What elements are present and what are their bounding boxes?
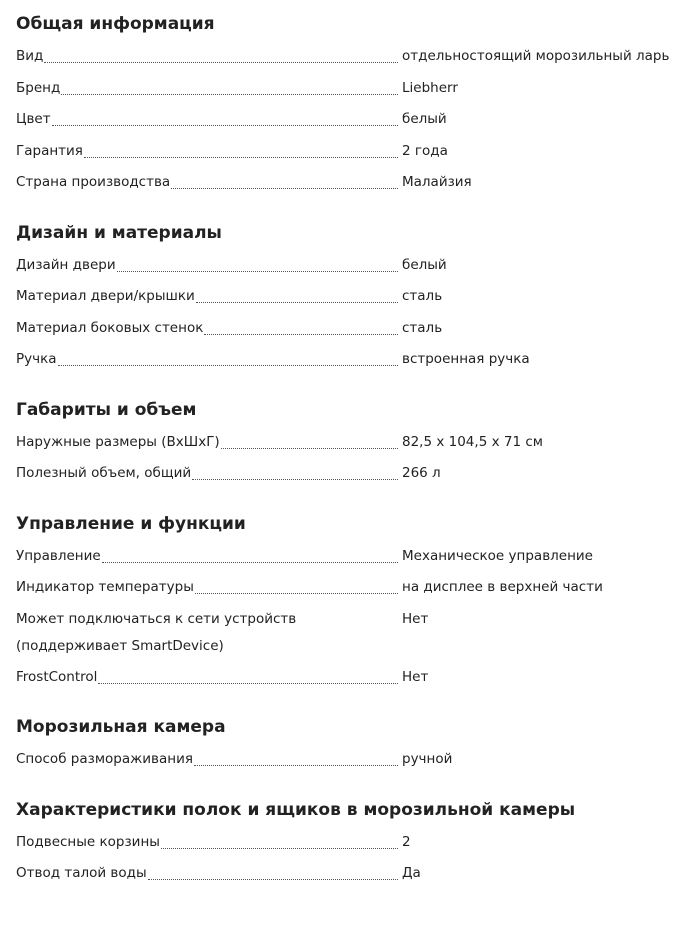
dotted-leader bbox=[204, 334, 398, 335]
dotted-leader bbox=[221, 448, 398, 449]
spec-value: 82,5 x 104,5 x 71 см bbox=[402, 433, 543, 450]
spec-value: встроенная ручка bbox=[402, 351, 530, 367]
dotted-leader bbox=[161, 848, 398, 849]
spec-label: Материал двери/крышки bbox=[16, 288, 195, 304]
spec-row bbox=[16, 460, 681, 492]
spec-label: Материал боковых стенок bbox=[16, 319, 204, 336]
dotted-leader bbox=[171, 188, 398, 189]
spec-value: на дисплее в верхней части bbox=[402, 579, 603, 595]
spec-value: белый bbox=[402, 111, 447, 127]
section-title: Управление и функции bbox=[16, 513, 246, 534]
section-title: Морозильная камера bbox=[16, 717, 226, 737]
spec-value: сталь bbox=[402, 319, 443, 336]
section-dimensions-volume bbox=[16, 396, 681, 492]
spec-label: Отвод талой воды bbox=[16, 865, 147, 881]
spec-row bbox=[16, 169, 681, 201]
spec-value: ручной bbox=[402, 751, 453, 767]
spec-row bbox=[16, 43, 681, 75]
section-shelves-drawers bbox=[16, 796, 681, 892]
spec-label: Цвет bbox=[16, 111, 51, 127]
spec-value: Механическое управление bbox=[402, 547, 593, 564]
dotted-leader bbox=[194, 765, 398, 766]
spec-row bbox=[16, 106, 681, 138]
dotted-leader bbox=[196, 302, 398, 303]
spec-label: Способ размораживания bbox=[16, 751, 194, 767]
spec-label: Подвесные корзины bbox=[16, 833, 160, 850]
dotted-leader bbox=[192, 479, 398, 480]
section-title: Характеристики полок и ящиков в морозильной камеры bbox=[16, 799, 576, 820]
spec-value: Нет bbox=[402, 610, 429, 627]
spec-value: Liebherr bbox=[402, 79, 458, 96]
spec-label: Может подключаться к сети устройств bbox=[16, 610, 297, 627]
spec-label: Полезный объем, общий bbox=[16, 465, 192, 481]
dotted-leader bbox=[102, 562, 398, 563]
spec-row bbox=[16, 346, 681, 378]
dotted-leader bbox=[58, 365, 398, 366]
spec-value: отдельностоящий морозильный ларь bbox=[402, 48, 670, 64]
spec-value: Нет bbox=[402, 668, 429, 685]
spec-label: FrostControl bbox=[16, 668, 98, 685]
section-title: Дизайн и материалы bbox=[16, 222, 222, 243]
spec-value: 266 л bbox=[402, 465, 441, 481]
spec-label-continued: (поддерживает SmartDevice) bbox=[16, 637, 224, 654]
spec-value: сталь bbox=[402, 288, 443, 304]
dotted-leader bbox=[98, 683, 398, 684]
spec-label: Наружные размеры (ВхШхГ) bbox=[16, 433, 220, 450]
spec-label: Вид bbox=[16, 48, 44, 64]
section-title: Общая информация bbox=[16, 14, 215, 34]
spec-value: 2 года bbox=[402, 142, 448, 159]
spec-row bbox=[16, 252, 681, 284]
spec-value: Малайзия bbox=[402, 174, 472, 190]
spec-row bbox=[16, 75, 681, 107]
section-controls-functions bbox=[16, 510, 681, 696]
spec-row bbox=[16, 315, 681, 347]
spec-label: Индикатор температуры bbox=[16, 579, 194, 595]
spec-row bbox=[16, 829, 681, 861]
spec-row bbox=[16, 574, 681, 606]
dotted-leader bbox=[148, 879, 398, 880]
spec-label: Бренд bbox=[16, 79, 61, 96]
spec-value: 2 bbox=[402, 833, 411, 850]
spec-label: Страна производства bbox=[16, 174, 171, 190]
spec-label: Гарантия bbox=[16, 142, 83, 159]
dotted-leader bbox=[52, 125, 398, 126]
spec-row bbox=[16, 746, 681, 778]
dotted-leader bbox=[117, 271, 398, 272]
spec-row bbox=[16, 283, 681, 315]
section-freezer-compartment bbox=[16, 713, 681, 778]
dotted-leader bbox=[61, 94, 398, 95]
spec-row bbox=[16, 664, 681, 696]
dotted-leader bbox=[84, 157, 398, 158]
section-title: Габариты и объем bbox=[16, 399, 197, 420]
spec-value: Да bbox=[402, 865, 421, 881]
section-general-info bbox=[16, 10, 681, 201]
spec-row bbox=[16, 543, 681, 575]
spec-row bbox=[16, 138, 681, 170]
dotted-leader bbox=[195, 593, 398, 594]
spec-value: белый bbox=[402, 256, 447, 273]
dotted-leader bbox=[44, 62, 398, 63]
spec-row bbox=[16, 860, 681, 892]
spec-label: Управление bbox=[16, 547, 101, 564]
spec-row bbox=[16, 429, 681, 461]
section-design-materials bbox=[16, 219, 681, 378]
spec-label: Ручка bbox=[16, 351, 57, 367]
spec-row bbox=[16, 606, 681, 664]
spec-label: Дизайн двери bbox=[16, 256, 116, 273]
